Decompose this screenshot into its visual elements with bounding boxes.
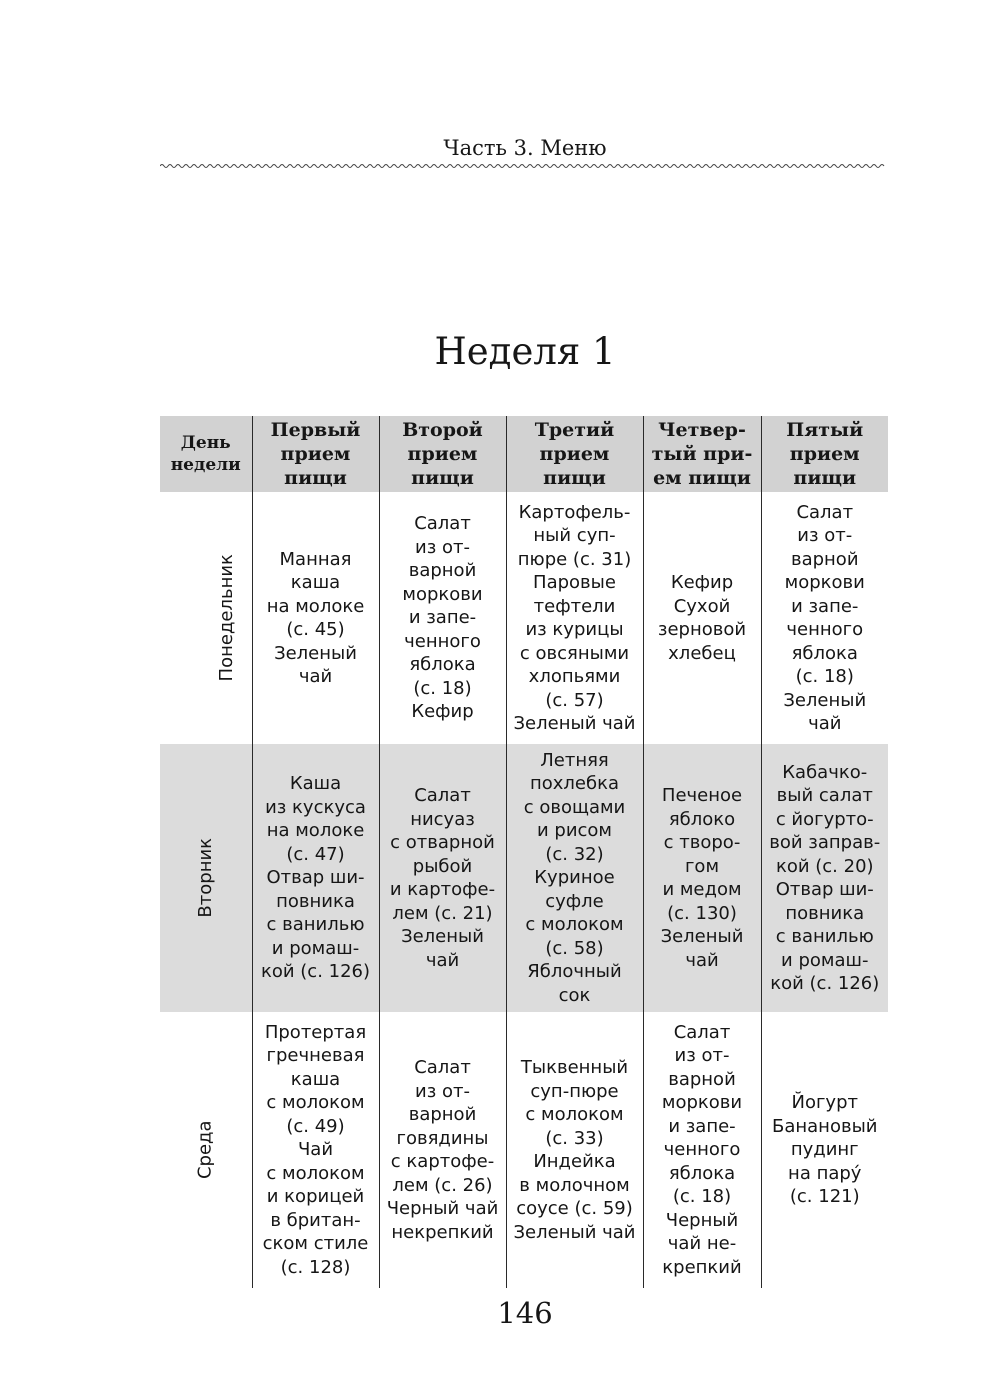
meal-cell: Летняя похлебка с овощами и рисом (с. 32) Куриное суфле с молоком (с. 58) Яблочный сок [506, 744, 643, 1012]
day-cell-monday [160, 492, 252, 744]
column-header-meal-1: Первый прием пищи [252, 416, 379, 492]
meal-cell: Печеное яблоко с творо- гом и медом (с. 130) Зеленый чай [643, 744, 761, 1012]
meal-cell: Каша из кускуса на молоке (с. 47) Отвар ши- повника с ванилью и ромаш- кой (с. 126) [252, 744, 379, 1012]
table-row-wednesday [160, 1012, 888, 1288]
meal-cell: Салат из от- варной моркови и запе- ченного яблока (с. 18) Черный чай не- крепкий [643, 1012, 761, 1288]
meal-cell: Картофель- ный суп- пюре (с. 31) Паровые тефтели из курицы с овсяными хлопьями (с. 57) Зеленый чай [506, 492, 643, 744]
meal-cell: Кабачко- вый салат с йогурто- вой заправ- кой (с. 20) Отвар ши- повника с ванилью и ромаш- кой (с. 126) [761, 744, 888, 1012]
table-row-monday [160, 492, 888, 744]
meal-cell: Кефир Сухой зерновой хлебец [643, 492, 761, 744]
table-header-row [160, 416, 888, 492]
day-label: Понедельник [215, 554, 237, 682]
meal-cell: Салат из от- варной моркови и запе- ченного яблока (с. 18) Кефир [379, 492, 506, 744]
column-header-day: День недели [160, 416, 252, 492]
running-head: Часть 3. Меню [443, 136, 607, 160]
column-header-meal-4: Четвер- тый при- ем пищи [643, 416, 761, 492]
meal-cell: Салат из от- варной говядины с картофе- лем (с. 26) Черный чай некрепкий [379, 1012, 506, 1288]
column-header-meal-3: Третий прием пищи [506, 416, 643, 492]
meal-cell: Салат из от- варной моркови и запе- ченного яблока (с. 18) Зеленый чай [761, 492, 888, 744]
meal-cell: Тыквенный суп-пюре с молоком (с. 33) Индейка в молочном соусе (с. 59) Зеленый чай [506, 1012, 643, 1288]
header-rule [160, 162, 886, 170]
column-header-meal-2: Второй прием пищи [379, 416, 506, 492]
meal-cell: Йогурт Банановый пудинг на пару́ (с. 121) [761, 1012, 888, 1288]
table-row-tuesday [160, 744, 888, 1012]
page-title: Неделя 1 [434, 330, 616, 373]
day-label: Вторник [195, 838, 216, 918]
meal-cell: Салат нисуаз с отварной рыбой и картофе- лем (с. 21) Зеленый чай [379, 744, 506, 1012]
day-cell-wednesday [160, 1012, 252, 1288]
wavy-rule-line [160, 165, 884, 168]
day-label: Среда [194, 1120, 216, 1180]
menu-table [160, 416, 888, 1288]
page-number: 146 [497, 1296, 553, 1330]
day-cell-tuesday [160, 744, 252, 1012]
column-header-meal-5: Пятый прием пищи [761, 416, 888, 492]
meal-cell: Манная каша на молоке (с. 45) Зеленый чай [252, 492, 379, 744]
meal-cell: Протертая гречневая каша с молоком (с. 49) Чай с молоком и корицей в британ- ском стиле (с. 128) [252, 1012, 379, 1288]
